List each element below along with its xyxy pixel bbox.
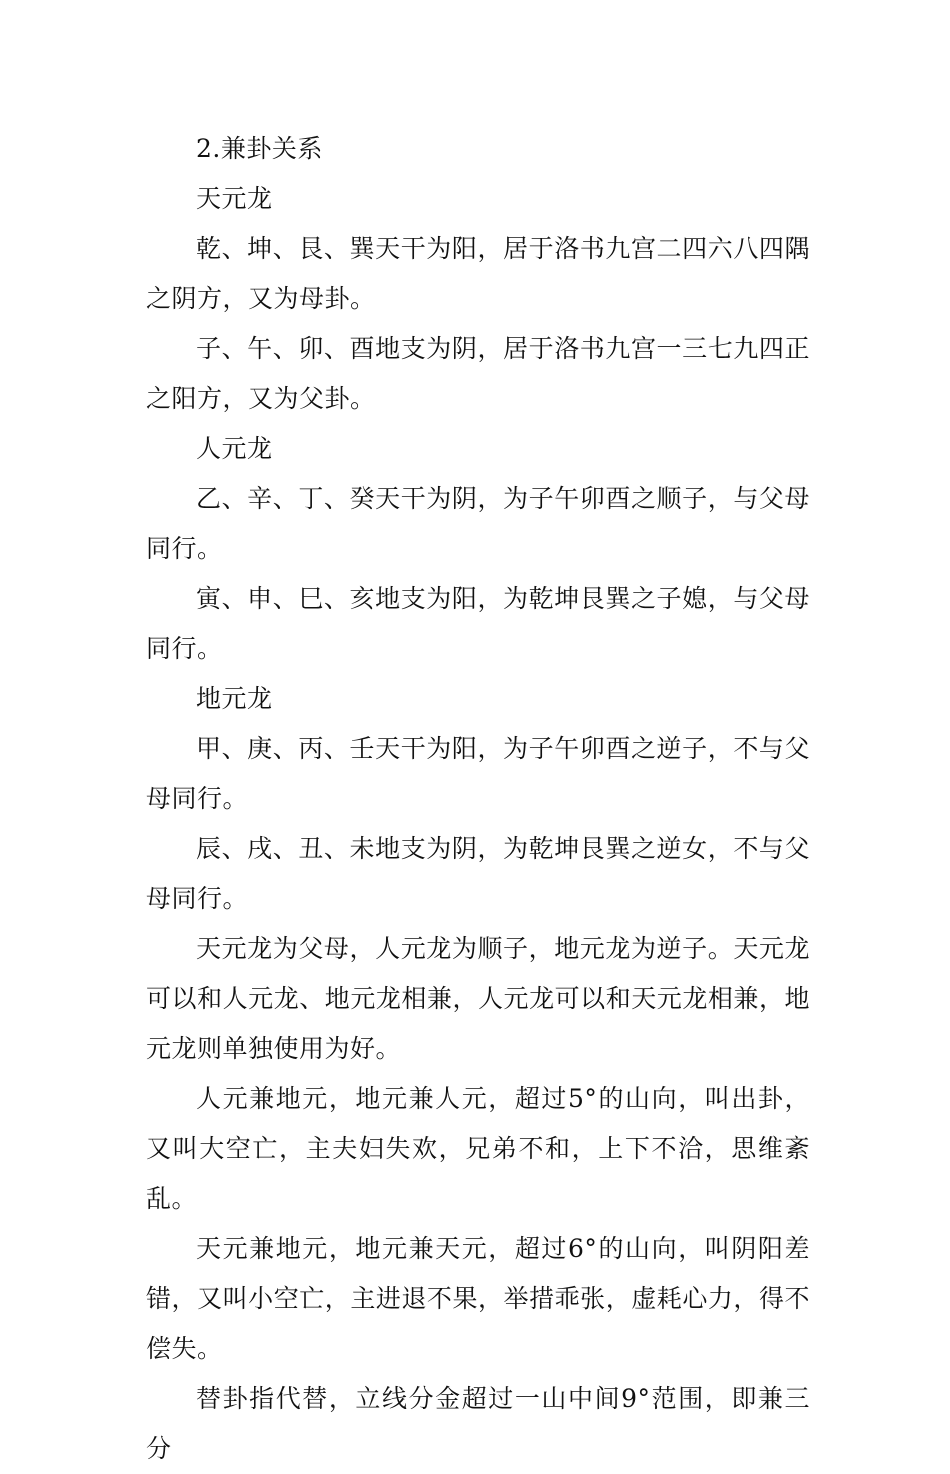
paragraph: 替卦指代替，立线分金超过一山中间9°范围，即兼三分 <box>146 1384 810 1463</box>
paragraph: 辰、戌、丑、未地支为阴，为乾坤艮巽之逆女，不与父母同行。 <box>146 834 810 913</box>
subheading-diyuanlong: 地元龙 <box>196 684 273 713</box>
paragraph: 乾、坤、艮、巽天干为阳，居于洛书九宫二四六八四隅之阴方，又为母卦。 <box>146 234 810 313</box>
paragraph: 天元龙为父母，人元龙为顺子，地元龙为逆子。天元龙可以和人元龙、地元龙相兼，人元龙可以和天元龙相兼，地元龙则单独使用为好。 <box>146 934 810 1063</box>
paragraph: 寅、申、巳、亥地支为阳，为乾坤艮巽之子媳，与父母同行。 <box>146 584 810 663</box>
paragraph: 人元兼地元，地元兼人元，超过5°的山向，叫出卦，又叫大空亡，主夫妇失欢，兄弟不和，上下不洽，思维紊乱。 <box>146 1084 810 1213</box>
paragraph: 乙、辛、丁、癸天干为阴，为子午卯酉之顺子，与父母同行。 <box>146 484 810 563</box>
document-body <box>146 124 810 1474</box>
subheading-tianyuanlong: 天元龙 <box>196 184 273 213</box>
paragraph: 天元兼地元，地元兼天元，超过6°的山向，叫阴阳差错，又叫小空亡，主进退不果，举措乖张，虚耗心力，得不偿失。 <box>146 1234 810 1363</box>
section-heading: 2.兼卦关系 <box>196 134 323 163</box>
subheading-renyuanlong: 人元龙 <box>196 434 273 463</box>
paragraph: 甲、庚、丙、壬天干为阳，为子午卯酉之逆子，不与父母同行。 <box>146 734 810 813</box>
paragraph: 子、午、卯、酉地支为阴，居于洛书九宫一三七九四正之阳方，又为父卦。 <box>146 334 810 413</box>
